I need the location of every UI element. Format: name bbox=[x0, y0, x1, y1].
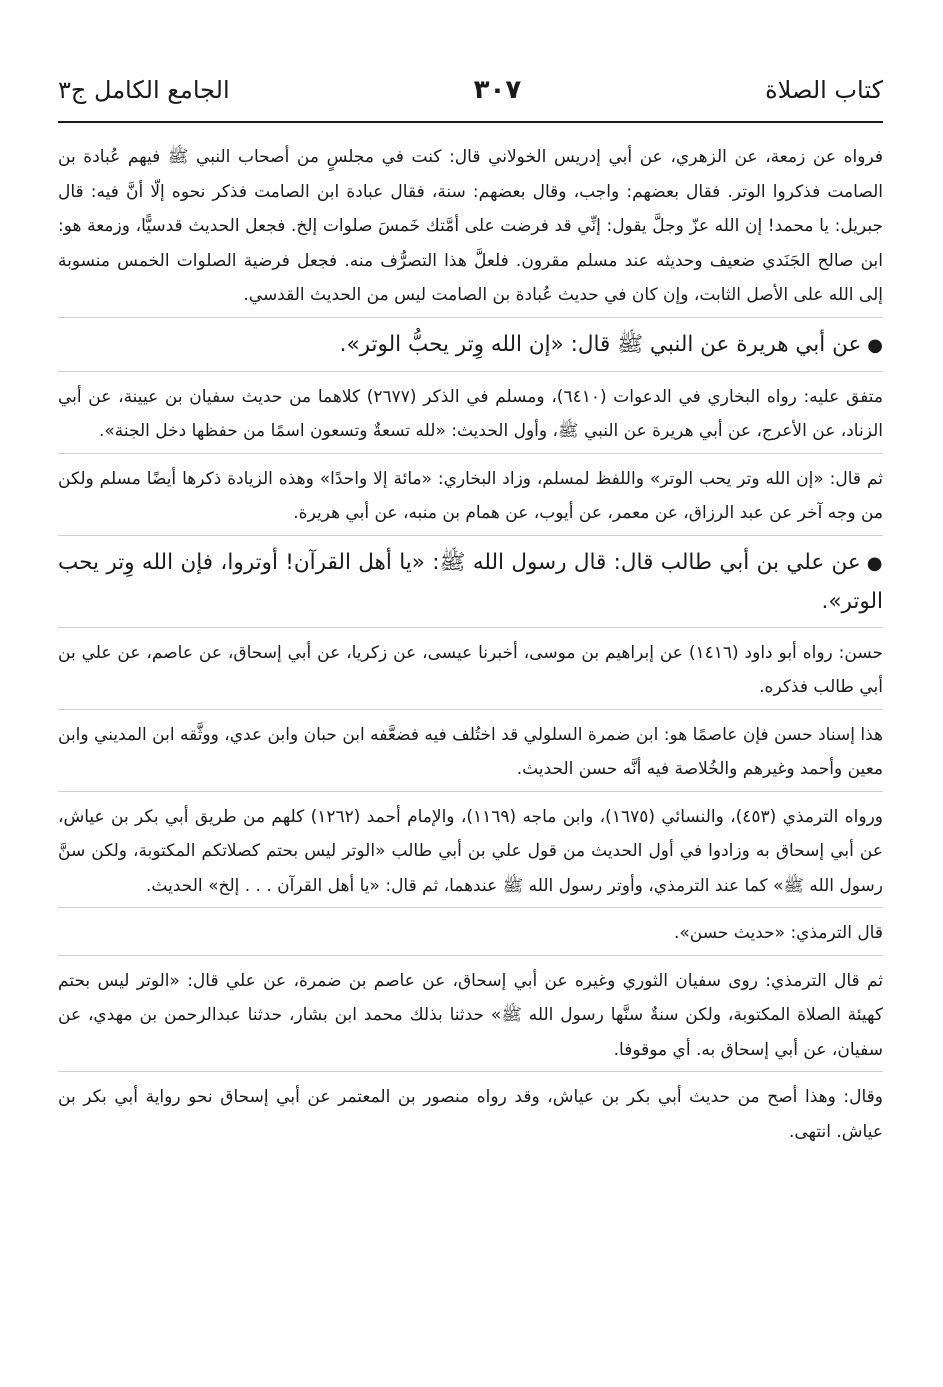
page-header bbox=[58, 68, 883, 112]
paragraph: وقال: وهذا أصح من حديث أبي بكر بن عياش، وقد رواه منصور بن المعتمر عن أبي إسحاق نحو رواية أبي بكر بن عياش. انتهى. bbox=[58, 1087, 883, 1142]
page-body bbox=[58, 140, 883, 1153]
paragraph: هذا إسناد حسن فإن عاصمًا هو: ابن ضمرة السلولي قد اختُلف فيه فضعَّفه ابن حبان وابن عدي، ووثَّقه ابن المديني وابن معين وأحمد وغيرهم والخُلاصة فيه أنَّه حسن الحديث. bbox=[58, 724, 883, 779]
paragraph: ورواه الترمذي (٤٥٣)، والنسائي (١٦٧٥)، وابن ماجه (١١٦٩)، والإمام أحمد (١٢٦٢) كلهم من طريق أبي بكر بن عياش، عن أبي إسحاق به وزادوا في أول الحديث من قول علي بن أبي طالب «الوتر ليس بحتم كصلاتكم المكتوبة، ولكن سنَّ رسول الله ﷺ» كما عند الترمذي، وأوتر رسول الله ﷺ عندهما، ثم قال: «يا أهل القرآن . . . إلخ» الحديث. bbox=[58, 806, 883, 896]
hadith-label: عن علي بن أبي طالب قال: قال رسول الله ﷺ: «يا أهل القرآن! أوتروا، فإن الله وِتر يحب الوتر». bbox=[58, 549, 883, 614]
divider bbox=[58, 955, 883, 958]
volume-title: الجامع الكامل ج٣ bbox=[58, 76, 230, 104]
hadith-label: عن أبي هريرة عن النبي ﷺ قال: «إن الله وِتر يحبُّ الوتر». bbox=[339, 331, 862, 357]
divider bbox=[58, 453, 883, 456]
paragraph: فرواه عن زمعة، عن الزهري، عن أبي إدريس الخولاني قال: كنت في مجلسٍ من أصحاب النبي ﷺ فيهم عُبادة بن الصامت فذكروا الوتر. فقال بعضهم: واجب، وقال بعضهم: سنة، فقال عبادة ابن الصامت فذكر نحوه إلّا أنَّ فيه: قال جبريل: يا محمد! إن الله عزّ وجلَّ يقول: إنِّي قد فرضت على أمَّتك خَمسَ صلوات إلخ. فجعل الحديث قدسيًّا، وزمعة هو: ابن صالح الجَنَدي ضعيف وحديثه عند مسلم مقرون. فلعلَّ هذا التصرُّف منه. فجعل فرضية الصلوات الخمس منسوبة إلى الله على الأصل الثابت، وإن كان في حديث عُبادة بن الصامت ليس من الحديث القدسي. bbox=[58, 147, 883, 305]
divider bbox=[58, 317, 883, 320]
hadith-text bbox=[58, 326, 883, 371]
divider bbox=[58, 371, 883, 374]
paragraph: ثم قال الترمذي: روى سفيان الثوري وغيره عن أبي إسحاق، عن عاصم بن ضمرة، عن علي قال: «الوتر ليس بحتم كهيئة الصلاة المكتوبة، ولكن سنةٌ سنَّها رسول الله ﷺ» حدثنا بذلك محمد ابن بشار، حدثنا عبدالرحمن بن مهدي، عن سفيان، عن أبي إسحاق به. أي موقوفا. bbox=[58, 970, 883, 1060]
paragraph: متفق عليه: رواه البخاري في الدعوات (٦٤١٠)، ومسلم في الذكر (٢٦٧٧) كلاهما من حديث سفيان بن عيينة، عن أبي الزناد، عن الأعرج، عن أبي هريرة عن النبي ﷺ، وأول الحديث: «لله تسعةٌ وتسعون اسمًا من حفظها دخل الجنة». bbox=[58, 386, 883, 441]
divider bbox=[58, 535, 883, 538]
header-rule bbox=[58, 121, 883, 123]
paragraph: ثم قال: «إن الله وتر يحب الوتر» واللفظ لمسلم، وزاد البخاري: «مائة إلا واحدًا» وهذه الزيادة ذكرها أيضًا مسلم ولكن من وجه آخر عن عبد الرزاق، عن معمر، عن أيوب، عن همام بن منبه، عن أبي هريرة. bbox=[58, 468, 883, 523]
hadith-text bbox=[58, 544, 883, 627]
bullet-icon: ● bbox=[866, 552, 883, 574]
paragraph: حسن: رواه أبو داود (١٤١٦) عن إبراهيم بن موسى، أخبرنا عيسى، عن زكريا، عن أبي إسحاق، عن عاصم، عن علي بن أبي طالب فذكره. bbox=[58, 642, 883, 697]
divider bbox=[58, 709, 883, 712]
bullet-icon: ● bbox=[867, 334, 883, 356]
divider bbox=[58, 1071, 883, 1074]
divider bbox=[58, 791, 883, 794]
page-number: ٣٠٧ bbox=[473, 75, 522, 105]
paragraph: قال الترمذي: «حديث حسن». bbox=[673, 923, 883, 943]
book-title: كتاب الصلاة bbox=[765, 76, 883, 104]
divider bbox=[58, 907, 883, 910]
divider bbox=[58, 627, 883, 630]
